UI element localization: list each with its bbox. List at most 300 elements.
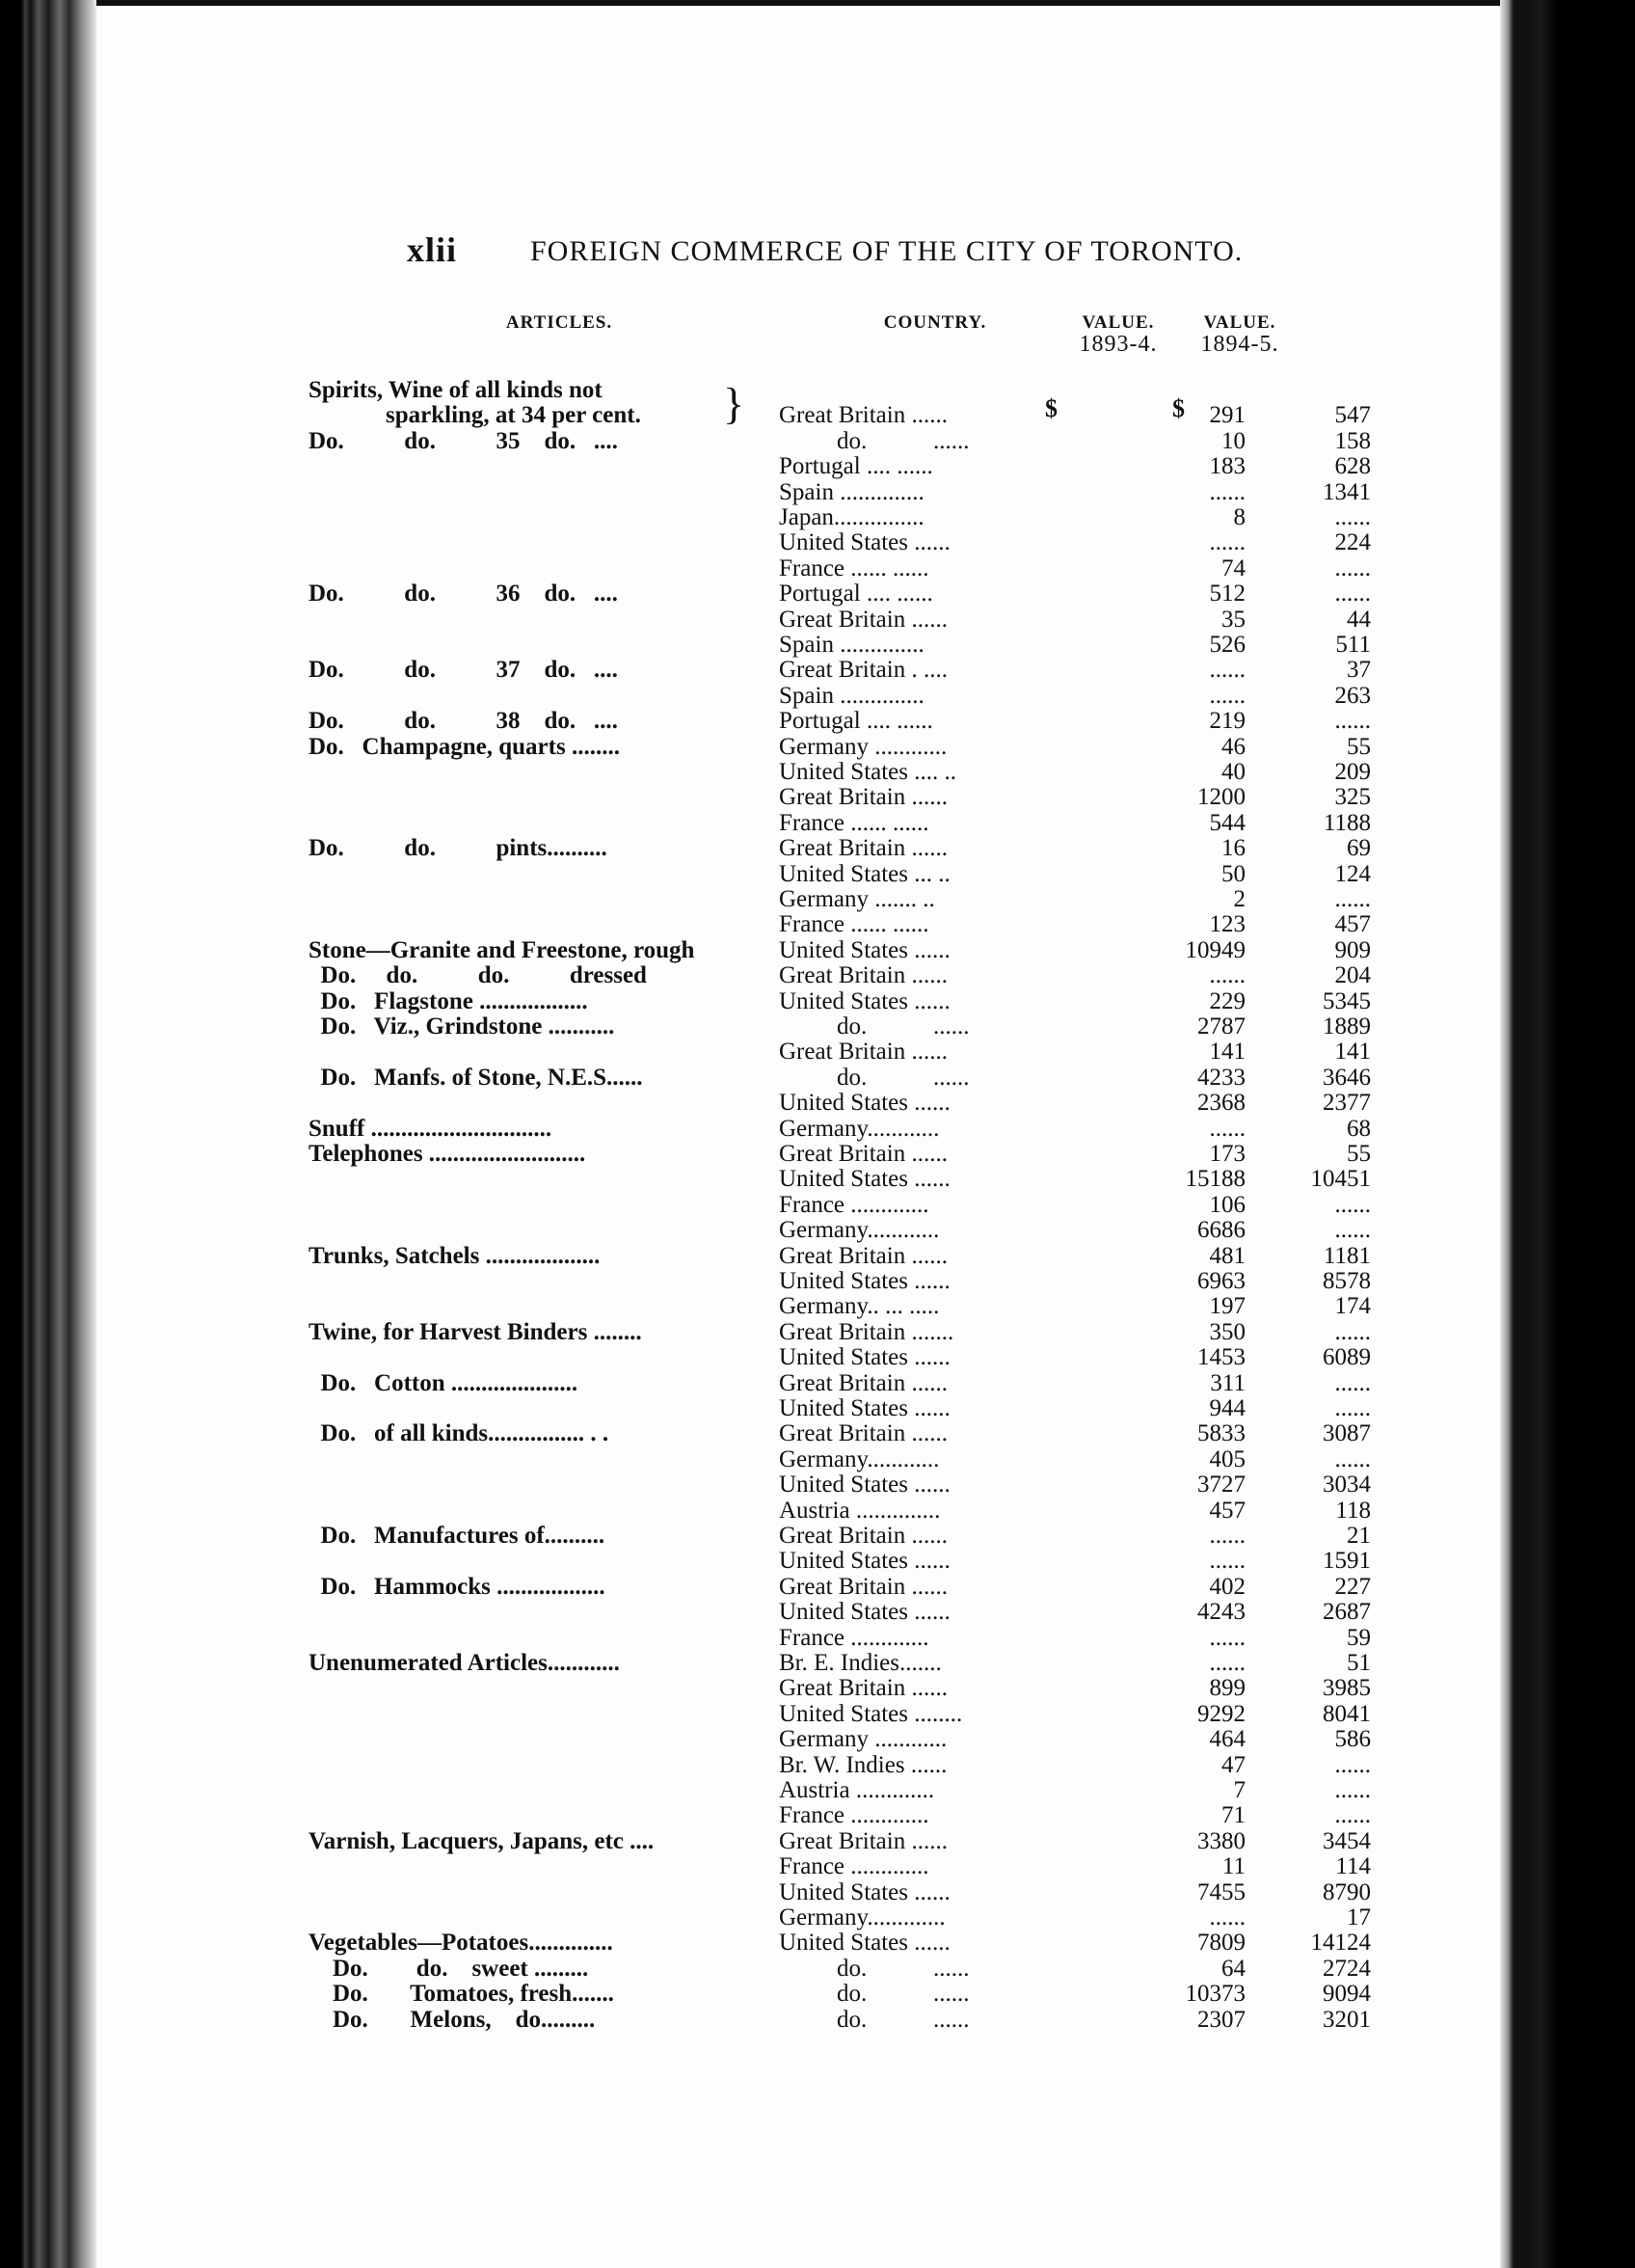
value-1894-5-cell: 6089	[1323, 1344, 1371, 1371]
value-1893-4-cell: 10949	[1185, 936, 1246, 963]
table-row	[96, 1091, 1500, 1116]
value-1894-5-cell: ......	[1334, 554, 1371, 581]
table-row	[96, 1778, 1500, 1803]
value-1893-4-cell: 141	[1209, 1039, 1246, 1066]
article-cell: sparkling, at 34 per cent.	[386, 403, 641, 429]
value-1894-5-cell: ......	[1334, 1777, 1371, 1803]
country-cell: Portugal .... ......	[779, 454, 933, 480]
table-row	[96, 1167, 1500, 1192]
country-cell: Great Britain ......	[779, 403, 948, 429]
table-row	[96, 1193, 1500, 1218]
value-1894-5-cell: 3454	[1323, 1827, 1371, 1854]
value-1894-5-cell: 44	[1347, 606, 1371, 633]
country-cell: United States ......	[779, 1879, 951, 1905]
table-row	[96, 1066, 1500, 1091]
table-row	[96, 1702, 1500, 1727]
value-1893-4-cell: 9292	[1197, 1700, 1246, 1727]
value-1894-5-cell: 8041	[1323, 1700, 1371, 1727]
value-1894-5-cell: 55	[1347, 733, 1371, 760]
table-row	[96, 963, 1500, 988]
country-cell: Germany.............	[779, 1905, 946, 1930]
article-cell: Do. do. sweet .........	[308, 1956, 589, 1982]
table-row	[96, 1040, 1500, 1065]
value-1893-4-cell: 2	[1233, 886, 1246, 912]
table-row	[96, 1803, 1500, 1828]
value-1893-4-cell: 11	[1221, 1853, 1246, 1880]
country-cell: Great Britain ......	[779, 1421, 948, 1447]
table-row	[96, 530, 1500, 555]
value-1894-5-cell: ......	[1334, 1369, 1371, 1396]
value-1893-4-cell: ......	[1209, 478, 1246, 505]
article-cell: Twine, for Harvest Binders ........	[308, 1319, 642, 1345]
table-row	[96, 709, 1500, 734]
table-row	[96, 735, 1500, 760]
value-1894-5-cell: 628	[1334, 453, 1371, 480]
country-cell: Germany............	[779, 1116, 940, 1142]
column-header-value-2	[1182, 312, 1298, 355]
table-row	[96, 1218, 1500, 1243]
value-1893-4-cell: 544	[1209, 809, 1246, 836]
value-1893-4-cell: 10	[1221, 427, 1246, 454]
value-1893-4-cell: 311	[1210, 1369, 1246, 1396]
value-1893-4-cell: ......	[1209, 1624, 1246, 1651]
value-1893-4-cell: 10373	[1185, 1981, 1246, 2008]
table-row	[96, 1142, 1500, 1167]
country-cell: Great Britain ......	[779, 1828, 948, 1854]
value-1893-4-cell: 6686	[1197, 1217, 1246, 1244]
table-row	[96, 1269, 1500, 1294]
value-1894-5-cell: 8790	[1323, 1878, 1371, 1905]
country-cell: United States ......	[779, 1930, 951, 1957]
value-1894-5-cell: 909	[1334, 936, 1371, 963]
page-edge-right	[1500, 0, 1635, 2268]
currency-symbol-value-2: $	[1172, 394, 1185, 422]
country-cell: Germany ....... ..	[779, 887, 935, 912]
value-1894-5-cell: 1889	[1323, 1013, 1371, 1040]
value-1893-4-cell: 47	[1221, 1751, 1246, 1778]
country-cell: Germany ............	[779, 734, 948, 760]
country-cell: United States ......	[779, 1600, 951, 1626]
value-1894-5-cell: 511	[1335, 632, 1371, 658]
country-cell: France ...... ......	[779, 912, 929, 938]
country-cell: United States ......	[779, 937, 951, 963]
value-1893-4-cell: 899	[1209, 1675, 1246, 1702]
value-1893-4-cell: 71	[1221, 1802, 1246, 1829]
value-1893-4-cell: 173	[1209, 1141, 1246, 1167]
article-cell: Snuff ..............................	[308, 1116, 552, 1142]
value-1894-5-cell: 55	[1347, 1141, 1371, 1167]
value-1893-4-cell: 402	[1209, 1573, 1246, 1600]
value-1893-4-cell: 197	[1209, 1293, 1246, 1320]
value-1894-5-cell: 59	[1347, 1624, 1371, 1651]
table-row	[96, 684, 1500, 709]
table-row	[96, 556, 1500, 581]
country-cell: Great Britain ......	[779, 1676, 948, 1702]
country-cell: do. ......	[837, 2007, 970, 2033]
column-header-value-1-label: VALUE.	[1082, 312, 1155, 333]
value-1894-5-cell: 118	[1335, 1497, 1371, 1524]
value-1894-5-cell: 68	[1347, 1115, 1371, 1142]
article-cell: Do. do. 36 do. ....	[308, 581, 618, 608]
value-1893-4-cell: 3727	[1197, 1472, 1246, 1498]
table-row	[96, 938, 1500, 963]
value-1893-4-cell: 3380	[1197, 1827, 1246, 1854]
value-1893-4-cell: 229	[1209, 987, 1246, 1014]
country-cell: United States ........	[779, 1701, 963, 1727]
country-cell: United States .... ..	[779, 760, 957, 785]
value-1894-5-cell: 2724	[1323, 1955, 1371, 1982]
value-1893-4-cell: ......	[1209, 1650, 1246, 1676]
table-row	[96, 912, 1500, 937]
value-1893-4-cell: 4233	[1197, 1064, 1246, 1091]
table-row	[96, 1626, 1500, 1651]
value-1894-5-cell: 114	[1335, 1853, 1371, 1880]
value-1893-4-cell: 2787	[1197, 1013, 1246, 1040]
country-cell: Br. W. Indies ......	[779, 1752, 948, 1778]
country-cell: Great Britain ......	[779, 1524, 948, 1549]
article-cell: Vegetables—Potatoes..............	[308, 1930, 613, 1957]
value-1894-5-cell: ......	[1334, 886, 1371, 912]
value-1893-4-cell: 183	[1209, 453, 1246, 480]
table-row	[96, 1651, 1500, 1676]
value-1894-5-cell: ......	[1334, 1217, 1371, 1244]
table-row	[96, 811, 1500, 836]
table-row	[96, 505, 1500, 530]
article-cell: Do. Manfs. of Stone, N.E.S......	[308, 1065, 643, 1091]
value-1893-4-cell: 526	[1209, 632, 1246, 658]
value-1893-4-cell: 15188	[1185, 1166, 1246, 1193]
value-1894-5-cell: 1188	[1323, 809, 1371, 836]
value-1894-5-cell: 174	[1334, 1293, 1371, 1320]
article-cell: Do. do. do. dressed	[308, 963, 647, 989]
table-row	[96, 1854, 1500, 1879]
value-1893-4-cell: 16	[1221, 835, 1246, 862]
value-1894-5-cell: 547	[1334, 402, 1371, 429]
table-row	[96, 785, 1500, 810]
country-cell: Great Britain ......	[779, 1370, 948, 1396]
value-1893-4-cell: ......	[1209, 1548, 1246, 1575]
article-cell: Do. Cotton .....................	[308, 1370, 578, 1396]
country-cell: Great Britain ......	[779, 1243, 948, 1269]
book-binding-left	[0, 0, 96, 2268]
table-row	[96, 1396, 1500, 1421]
value-1893-4-cell: 350	[1209, 1318, 1246, 1345]
country-cell: Great Britain ......	[779, 1574, 948, 1600]
article-cell: Do. do. pints..........	[308, 836, 607, 862]
country-cell: France ...... ......	[779, 810, 929, 836]
value-1894-5-cell: 1591	[1323, 1548, 1371, 1575]
country-cell: Germany ............	[779, 1727, 948, 1753]
table-row	[96, 429, 1500, 454]
value-1894-5-cell: 51	[1347, 1650, 1371, 1676]
value-1893-4-cell: 35	[1221, 606, 1246, 633]
value-1893-4-cell: 50	[1221, 860, 1246, 887]
value-1894-5-cell: 21	[1347, 1523, 1371, 1549]
country-cell: Br. E. Indies.......	[779, 1651, 942, 1676]
table-row	[96, 1905, 1500, 1930]
value-1893-4-cell: 2368	[1197, 1090, 1246, 1117]
column-header-value-2-year: 1894-5.	[1200, 332, 1279, 357]
table-row	[96, 2008, 1500, 2033]
value-1893-4-cell: ......	[1209, 962, 1246, 989]
country-cell: Great Britain .......	[779, 1319, 954, 1345]
table-row	[96, 1117, 1500, 1142]
value-1894-5-cell: 5345	[1323, 987, 1371, 1014]
article-cell: Do. Champagne, quarts ........	[308, 734, 620, 760]
grouping-brace: }	[723, 379, 745, 428]
value-1894-5-cell: ......	[1334, 1395, 1371, 1421]
value-1893-4-cell: 123	[1209, 911, 1246, 938]
table-row	[96, 1880, 1500, 1905]
value-1894-5-cell: 158	[1334, 427, 1371, 454]
article-cell: Do. do. 35 do. ....	[308, 428, 618, 454]
article-cell: Do. Tomatoes, fresh.......	[308, 1982, 614, 2008]
value-1893-4-cell: 405	[1209, 1445, 1246, 1472]
country-cell: Great Britain ......	[779, 963, 948, 989]
table-row	[96, 480, 1500, 505]
value-1894-5-cell: 10451	[1310, 1166, 1371, 1193]
value-1894-5-cell: 204	[1334, 962, 1371, 989]
value-1894-5-cell: 2377	[1323, 1090, 1371, 1117]
value-1894-5-cell: 227	[1334, 1573, 1371, 1600]
value-1893-4-cell: 1453	[1197, 1344, 1246, 1371]
table-row	[96, 581, 1500, 607]
table-row	[96, 1447, 1500, 1472]
country-cell: Portugal .... ......	[779, 581, 933, 608]
currency-symbol-value-1: $	[1045, 394, 1058, 422]
table-row	[96, 1345, 1500, 1370]
value-1893-4-cell: 74	[1221, 554, 1246, 581]
country-cell: United States ......	[779, 1396, 951, 1421]
value-1894-5-cell: 224	[1334, 529, 1371, 556]
country-cell: United States ......	[779, 1549, 951, 1575]
country-cell: Germany............	[779, 1446, 940, 1472]
value-1894-5-cell: 1181	[1323, 1242, 1371, 1269]
article-cell: Spirits, Wine of all kinds not	[308, 378, 603, 403]
table-row	[96, 887, 1500, 912]
value-1894-5-cell: ......	[1334, 1802, 1371, 1829]
table-row	[96, 989, 1500, 1014]
country-cell: United States ......	[779, 1472, 951, 1498]
country-cell: Germany.. ... .....	[779, 1294, 940, 1320]
value-1894-5-cell: 3034	[1323, 1472, 1371, 1498]
country-cell: France .............	[779, 1803, 929, 1829]
table-row	[96, 862, 1500, 887]
table-row	[96, 1472, 1500, 1498]
value-1894-5-cell: 263	[1334, 682, 1371, 709]
table-row	[96, 1244, 1500, 1269]
country-cell: Spain ..............	[779, 683, 925, 709]
column-header-articles	[463, 312, 656, 334]
table-row	[96, 1575, 1500, 1600]
document-page	[96, 6, 1500, 2268]
value-1893-4-cell: 106	[1209, 1191, 1246, 1218]
article-cell: Do. Manufactures of..........	[308, 1524, 605, 1549]
value-1894-5-cell: 17	[1347, 1904, 1371, 1930]
article-cell: Do. do. 37 do. ....	[308, 658, 618, 684]
article-cell: Stone—Granite and Freestone, rough	[308, 937, 695, 963]
table-row	[96, 1930, 1500, 1956]
table-row	[96, 633, 1500, 658]
value-1894-5-cell: 209	[1334, 759, 1371, 785]
value-1893-4-cell: 481	[1209, 1242, 1246, 1269]
value-1893-4-cell: ......	[1209, 1904, 1246, 1930]
value-1893-4-cell: 464	[1209, 1726, 1246, 1753]
column-header-value-1-year: 1893-4.	[1079, 332, 1158, 357]
country-cell: do. ......	[837, 428, 970, 454]
table-row	[96, 658, 1500, 683]
country-cell: United States ......	[779, 988, 951, 1014]
country-cell: Great Britain ......	[779, 1142, 948, 1167]
article-cell: Do. Flagstone ..................	[308, 988, 588, 1014]
country-cell: France .............	[779, 1854, 929, 1880]
value-1894-5-cell: 9094	[1323, 1981, 1371, 2008]
value-1894-5-cell: 37	[1347, 657, 1371, 684]
value-1894-5-cell: ......	[1334, 580, 1371, 608]
value-1894-5-cell: 3087	[1323, 1420, 1371, 1447]
value-1894-5-cell: 14124	[1310, 1930, 1371, 1957]
table-row	[96, 1982, 1500, 2007]
table-row	[96, 836, 1500, 861]
country-cell: Austria .............	[779, 1778, 935, 1803]
table-row	[96, 1421, 1500, 1446]
value-1893-4-cell: 457	[1209, 1497, 1246, 1524]
country-cell: United States ......	[779, 1345, 951, 1371]
article-cell: Telephones ..........................	[308, 1142, 586, 1167]
table-row	[96, 1600, 1500, 1625]
value-1893-4-cell: 7809	[1197, 1930, 1246, 1957]
country-cell: Germany............	[779, 1218, 940, 1244]
value-1893-4-cell: 7	[1233, 1777, 1246, 1803]
value-1894-5-cell: 69	[1347, 835, 1371, 862]
article-cell: Do. of all kinds................ . .	[308, 1421, 609, 1447]
country-cell: Great Britain ......	[779, 607, 948, 633]
value-1894-5-cell: 3646	[1323, 1064, 1371, 1091]
table-row	[96, 1498, 1500, 1524]
value-1893-4-cell: ......	[1209, 657, 1246, 684]
value-1893-4-cell: 219	[1209, 708, 1246, 735]
country-cell: France .............	[779, 1192, 929, 1218]
column-header-country	[839, 312, 1032, 334]
country-cell: do. ......	[837, 1065, 970, 1091]
value-1893-4-cell: 512	[1209, 580, 1246, 608]
article-cell: Do. Hammocks ..................	[308, 1574, 605, 1600]
table-row	[96, 1371, 1500, 1396]
value-1894-5-cell: 457	[1334, 911, 1371, 938]
country-cell: Austria ..............	[779, 1498, 941, 1524]
value-1893-4-cell: 64	[1221, 1955, 1246, 1982]
value-1893-4-cell: 5833	[1197, 1420, 1246, 1447]
value-1893-4-cell: 40	[1221, 759, 1246, 785]
value-1893-4-cell: 8	[1233, 504, 1246, 530]
value-1893-4-cell: 4243	[1197, 1599, 1246, 1626]
value-1894-5-cell: ......	[1334, 1318, 1371, 1345]
page-number: xlii	[407, 230, 458, 269]
country-cell: Portugal .... ......	[779, 709, 933, 735]
value-1893-4-cell: 1200	[1197, 784, 1246, 811]
value-1893-4-cell: ......	[1209, 682, 1246, 709]
value-1894-5-cell: 2687	[1323, 1599, 1371, 1626]
table-row	[96, 1829, 1500, 1854]
value-1893-4-cell: 46	[1221, 733, 1246, 760]
country-cell: Great Britain ......	[779, 1040, 948, 1066]
country-cell: do. ......	[837, 1014, 970, 1040]
value-1894-5-cell: ......	[1334, 1445, 1371, 1472]
value-1893-4-cell: 291	[1209, 402, 1246, 429]
country-cell: United States ......	[779, 1091, 951, 1117]
country-cell: Great Britain ......	[779, 785, 948, 811]
table-row	[96, 378, 1500, 403]
value-1893-4-cell: 6963	[1197, 1268, 1246, 1294]
value-1894-5-cell: ......	[1334, 708, 1371, 735]
country-cell: United States ... ..	[779, 861, 951, 887]
table-row	[96, 1753, 1500, 1778]
column-header-value-1	[1060, 312, 1176, 355]
value-1894-5-cell: 586	[1334, 1726, 1371, 1753]
value-1893-4-cell: 7455	[1197, 1878, 1246, 1905]
article-cell: Trunks, Satchels ...................	[308, 1243, 601, 1269]
country-cell: Japan...............	[779, 505, 925, 530]
country-cell: Great Britain ......	[779, 836, 948, 862]
value-1893-4-cell: ......	[1209, 1115, 1246, 1142]
value-1893-4-cell: ......	[1209, 1523, 1246, 1549]
value-1894-5-cell: 325	[1334, 784, 1371, 811]
article-cell: Unenumerated Articles............	[308, 1651, 620, 1676]
page-header	[407, 230, 1274, 272]
value-1894-5-cell: ......	[1334, 1751, 1371, 1778]
country-cell: France ...... ......	[779, 555, 929, 581]
table-row	[96, 1294, 1500, 1319]
column-header-articles-label: ARTICLES.	[505, 312, 613, 333]
country-cell: Great Britain . ....	[779, 658, 948, 684]
table-row	[96, 1727, 1500, 1752]
table-row	[96, 1524, 1500, 1549]
country-cell: United States ......	[779, 1167, 951, 1193]
table-row	[96, 760, 1500, 785]
table-row	[96, 1549, 1500, 1574]
country-cell: do. ......	[837, 1956, 970, 1982]
table-row	[96, 454, 1500, 479]
country-cell: France .............	[779, 1625, 929, 1651]
value-1894-5-cell: 3201	[1323, 2006, 1371, 2033]
country-cell: do. ......	[837, 1982, 970, 2008]
table-row	[96, 1320, 1500, 1345]
table-row	[96, 403, 1500, 428]
value-1894-5-cell: 3985	[1323, 1675, 1371, 1702]
table-row	[96, 1014, 1500, 1040]
article-cell: Varnish, Lacquers, Japans, etc ....	[308, 1828, 655, 1854]
value-1894-5-cell: ......	[1334, 504, 1371, 530]
column-header-country-label: COUNTRY.	[883, 312, 987, 333]
table-row	[96, 608, 1500, 633]
value-1893-4-cell: 944	[1209, 1395, 1246, 1421]
country-cell: United States ......	[779, 530, 951, 556]
article-cell: Do. do. 38 do. ....	[308, 709, 618, 735]
value-1894-5-cell: 141	[1334, 1039, 1371, 1066]
country-cell: United States ......	[779, 1269, 951, 1294]
article-cell: Do. Melons, do.........	[308, 2007, 596, 2033]
country-cell: Spain ..............	[779, 479, 925, 505]
table-row	[96, 1957, 1500, 1982]
value-1893-4-cell: 2307	[1197, 2006, 1246, 2033]
value-1894-5-cell: 124	[1334, 860, 1371, 887]
value-1894-5-cell: 1341	[1323, 478, 1371, 505]
page-title: FOREIGN COMMERCE OF THE CITY OF TORONTO.	[530, 235, 1244, 267]
column-header-value-2-label: VALUE.	[1203, 312, 1276, 333]
article-cell: Do. Viz., Grindstone ...........	[308, 1014, 615, 1040]
value-1893-4-cell: ......	[1209, 529, 1246, 556]
value-1894-5-cell: ......	[1334, 1191, 1371, 1218]
